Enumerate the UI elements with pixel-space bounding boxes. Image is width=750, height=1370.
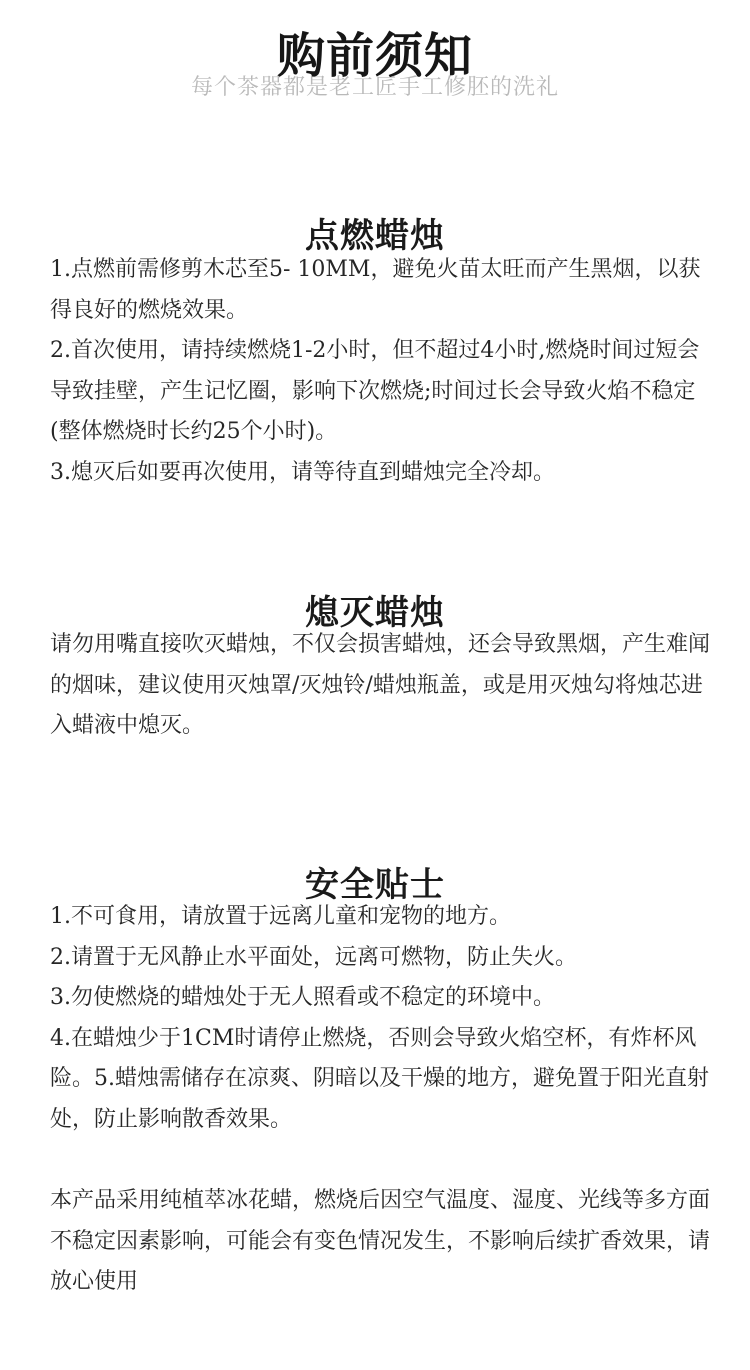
section-title-light-candle: 点燃蜡烛 — [305, 216, 445, 257]
instruction-item: 请勿用嘴直接吹灭蜡烛，不仅会损害蜡烛，还会导致黑烟，产生难闻的烟味，建议使用灭烛罩/灭烛铃/蜡烛瓶盖，或是用灭烛勾将烛芯进入蜡液中熄灭。 — [50, 632, 711, 738]
section-title-extinguish-candle: 熄灭蜡烛 — [305, 593, 445, 634]
footer-note — [50, 1181, 710, 1303]
section-body-light-candle — [50, 250, 710, 493]
page-title: 购前须知 — [276, 28, 473, 85]
instruction-item: 1.不可食用，请放置于远离儿童和宠物的地方。 — [50, 904, 511, 929]
footer-note-text: 本产品采用纯植萃冰花蜡，燃烧后因空气温度、湿度、光线等多方面不稳定因素影响，可能会有变色情况发生，不影响后续扩香效果，请放心使用 — [50, 1188, 711, 1294]
section-body-extinguish-candle — [50, 625, 710, 747]
section-title-safety-tips: 安全贴士 — [305, 865, 445, 906]
section-body-safety-tips — [50, 897, 710, 1140]
instruction-item: 1.点燃前需修剪木芯至5- 10MM，避免火苗太旺而产生黑烟，以获得良好的燃烧效果。 — [50, 257, 701, 323]
instruction-item: 2.首次使用，请持续燃烧1-2小时，但不超过4小时,燃烧时间过短会导致挂壁，产生记忆圈，影响下次燃烧;时间过长会导致火焰不稳定(整体燃烧时长约25个小时)。 — [50, 338, 700, 444]
instruction-item: 2.请置于无风静止水平面处，远离可燃物，防止失火。 — [50, 944, 577, 970]
instruction-item: 4.在蜡烛少于1CM时请停止燃烧，否则会导致火焰空杯，有炸杯风险。5.蜡烛需储存在凉爽、阴暗以及干燥的地方，避免置于阳光直射处，防止影响散香效果。 — [50, 1025, 709, 1132]
instruction-item: 3.熄灭后如要再次使用，请等待直到蜡烛完全冷却。 — [50, 459, 555, 485]
instruction-item: 3.勿使燃烧的蜡烛处于无人照看或不稳定的环境中。 — [50, 985, 555, 1010]
page-subtitle: 每个茶器都是老工匠手工修胚的洗礼 — [190, 75, 559, 100]
